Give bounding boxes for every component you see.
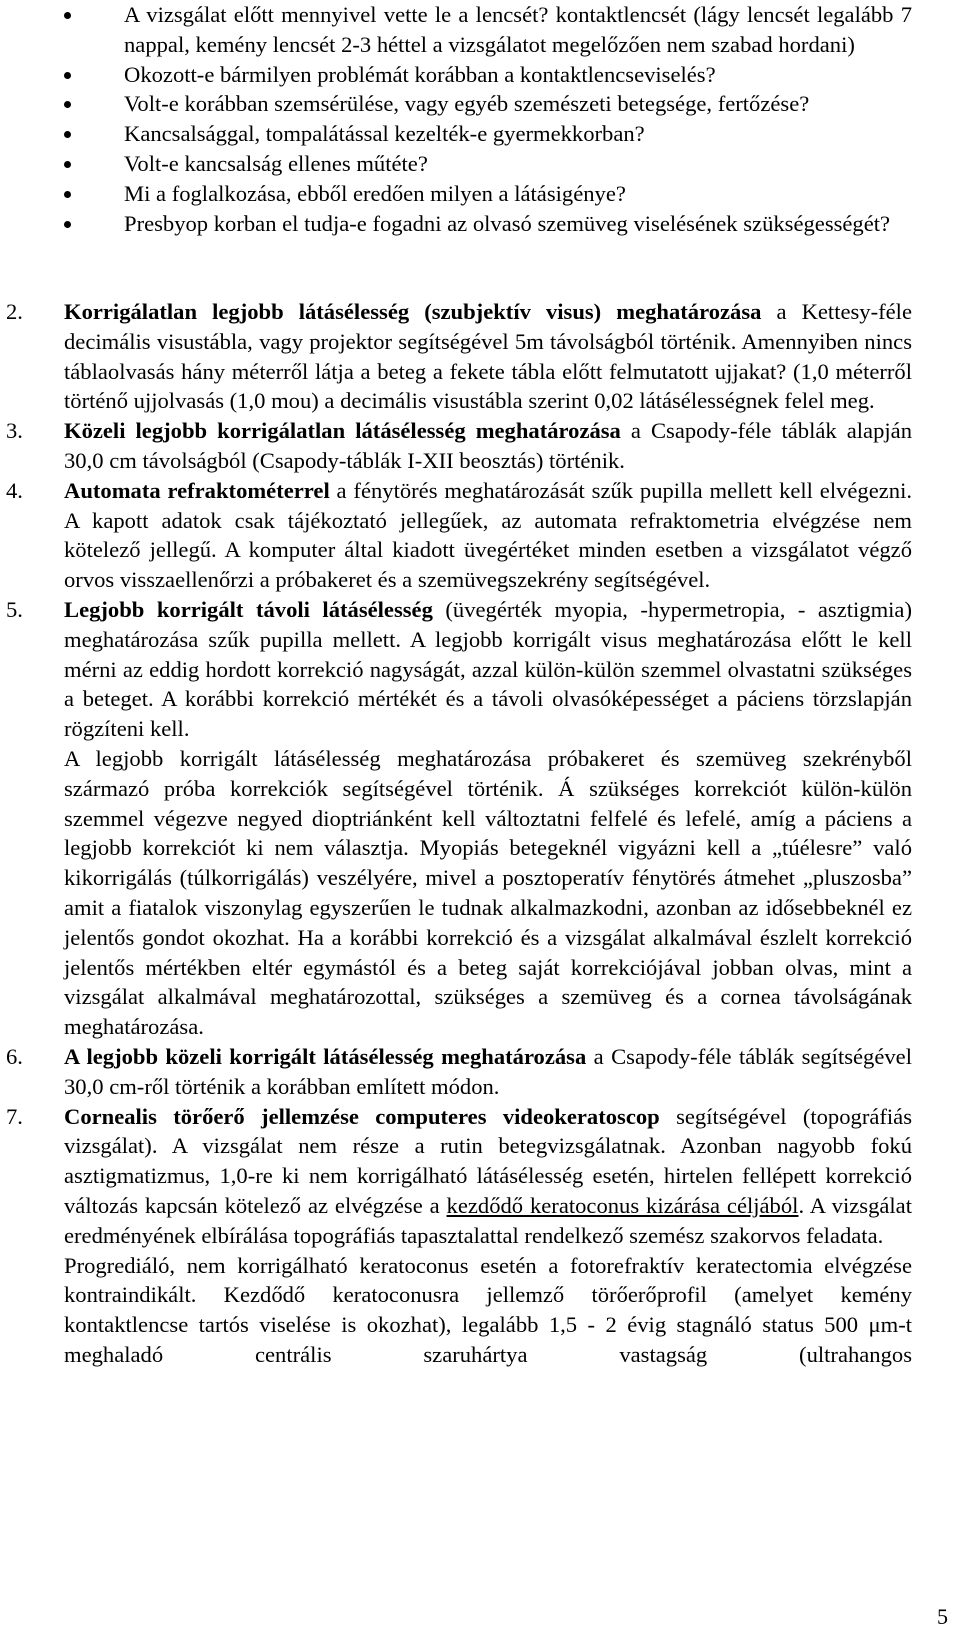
- list-item: [0, 89, 960, 119]
- bullet-icon: [64, 72, 71, 79]
- item-number: 6.: [6, 1043, 23, 1069]
- list-item: [0, 119, 960, 149]
- list-item-text: Mi a foglalkozása, ebből eredően milyen a látásigénye?: [124, 180, 626, 206]
- bullet-icon: [64, 101, 71, 108]
- list-item-text: Presbyop korban el tudja-e fogadni az olvasó szemüveg viselésének szükségességét?: [124, 210, 891, 236]
- item-heading: A legjobb közeli korrigált látásélesség meghatározása: [64, 1043, 587, 1069]
- item-paragraph: [64, 1251, 912, 1370]
- item-heading: Közeli legjobb korrigálatlan látásélesség meghatározása: [64, 418, 621, 444]
- page-number: 5: [937, 1604, 948, 1630]
- item-heading: Korrigálatlan legjobb látásélesség (szubjektív visus) meghatározása: [64, 299, 762, 324]
- numbered-item-6: [0, 1042, 960, 1102]
- numbered-item-4: [0, 476, 960, 595]
- bullet-icon: [64, 12, 71, 19]
- bullet-icon: [64, 191, 71, 198]
- item-text: (üvegérték myopia, -hypermetropia, - asztigmia) meghatározása szűk pupilla mellett. A legjobb korrigált visus meghatározása előtt le kell mérni az eddig hordott korrekció nagyságát, azzal külön-külön szemmel olvastatni szükséges a beteget. A korábbi korrekció mértékét és a távoli olvasóképességet a páciens törzslapján rögzíteni kell.: [64, 596, 912, 742]
- item-text: Progrediáló, nem korrigálható keratoconus esetén a fotorefraktív keratectomia elvégzése kontraindikált. Kezdődő keratoconusra jellemző törőerőprofil (amelyet kemény kontaktlencse tartós viselése is okozhat), legalább 1,5 - 2 évig stagnáló status 500 μm-t meghaladó centrális szaruhártya vastagság (ultrahangos: [64, 1252, 912, 1367]
- list-item: [0, 60, 960, 90]
- bullet-icon: [64, 161, 71, 168]
- item-heading: Automata refraktométerrel: [64, 477, 330, 503]
- list-item: [0, 209, 960, 239]
- item-paragraph: [64, 595, 912, 744]
- item-paragraph: [64, 297, 912, 416]
- list-item-text: Volt-e kancsalság ellenes műtéte?: [124, 150, 428, 176]
- item-paragraph: [64, 416, 912, 476]
- item-number: 3.: [6, 418, 23, 444]
- numbered-item-5: [0, 595, 960, 1042]
- item-text: a fénytörés meghatározását szűk pupilla mellett kell elvégezni. A kapott adatok csak tájékoztató jellegűek, az automata refraktometria elvégzése nem kötelező jellegű. A komputer által kiadott üvegértéket minden esetben a vizsgálatot végző orvos visszaellenőrzi a próbakeret és a szemüvegszekrény segítségével.: [64, 477, 912, 593]
- numbered-item-2: [0, 297, 960, 416]
- item-text: . A vizsgálat eredményének elbírálása topográfiás tapasztalattal rendelkező szemész szakorvos feladata.: [64, 1192, 912, 1248]
- list-item: [0, 149, 960, 179]
- item-heading: Cornealis törőerő jellemzése computeres videokeratoscop: [64, 1103, 660, 1129]
- list-item-text: A vizsgálat előtt mennyivel vette le a lencsét? kontaktlencsét (lágy lencsét legalább 7 nappal, kemény lencsét 2-3 héttel a vizsgálatot megelőzően nem szabad hordani): [124, 2, 912, 57]
- underlined-phrase: kezdődő keratoconus kizárása céljából: [446, 1192, 799, 1218]
- item-text: a Kettesy-féle decimális visustábla, vagy projektor segítségével 5m távolságból történik. Amennyiben nincs táblaolvasás hány méterről látja a beteg a fekete tábla előtt felmutatott ujjakat? (1,0 méterről történő ujjolvasás (1,0 mou) a decimális visustábla szerint 0,02 látásélességnek felel meg.: [64, 299, 912, 414]
- item-paragraph: [64, 1102, 912, 1251]
- list-item-text: Okozott-e bármilyen problémát korábban a kontaktlencseviselés?: [124, 61, 716, 87]
- item-number: 7.: [6, 1103, 23, 1129]
- numbered-procedure-list: [0, 297, 960, 1370]
- item-paragraph: [64, 744, 912, 1042]
- item-heading: Legjobb korrigált távoli látásélesség: [64, 596, 433, 622]
- bullet-icon: [64, 131, 71, 138]
- item-number: 2.: [6, 299, 23, 324]
- item-number: 4.: [6, 477, 23, 503]
- item-text: A legjobb korrigált látásélesség meghatározása próbakeret és szemüveg szekrényből származó próba korrekciók segítségével történik. Á szükséges korrekciót külön-külön szemmel végezve negyed dioptriánként kell változtatni felfelé és lefelé, amíg a páciens a legjobb korrekciót ki nem választja. Myopiás betegeknél vigyázni kell a „túélesre” való kikorrigálás (túlkorrigálás) veszélyére, mivel a posztoperatív fénytörés átmehet „pluszosba” amit a fiatalok viszonylag egyszerűen le tudnak alkalmazkodni, azonban az idősebbeknél ez jelentős gondot okozhat. Ha a korábbi korrekció és a vizsgálat alkalmával észlelt korrekció jelentős mértékben eltér egymástól és a beteg saját korrekciójával jobban olvas, mint a vizsgálat alkalmával meghatározottal, szükséges a szemüveg és a cornea távolságának meghatározása.: [64, 745, 912, 1040]
- item-text: segítségével (topográfiás vizsgálat). A vizsgálat nem része a rutin betegvizsgálatnak. Azonban nagyobb fokú asztigmatizmus, 1,0-re ki nem korrigálható látásélesség esetén, hirtelen fellépett korrekció változás kapcsán kötelező az elvégzése a: [64, 1103, 912, 1218]
- question-bullet-list: [0, 0, 960, 238]
- list-item-text: Volt-e korábban szemsérülése, vagy egyéb szemészeti betegsége, fertőzése?: [124, 91, 810, 117]
- list-item-text: Kancsalsággal, tompalátással kezelték-e gyermekkorban?: [124, 121, 645, 147]
- item-number: 5.: [6, 596, 23, 622]
- item-paragraph: [64, 476, 912, 595]
- list-item: [0, 179, 960, 209]
- list-item: [0, 0, 960, 60]
- numbered-item-7: [0, 1102, 960, 1370]
- item-text: a Csapody-féle táblák segítségével 30,0 cm-ről történik a korábban említett módon.: [64, 1043, 912, 1099]
- numbered-item-3: [0, 416, 960, 476]
- item-text: a Csapody-féle táblák alapján 30,0 cm távolságból (Csapody-táblák I-XII beosztás) történik.: [64, 418, 912, 473]
- bullet-icon: [64, 221, 71, 228]
- item-paragraph: [64, 1042, 912, 1102]
